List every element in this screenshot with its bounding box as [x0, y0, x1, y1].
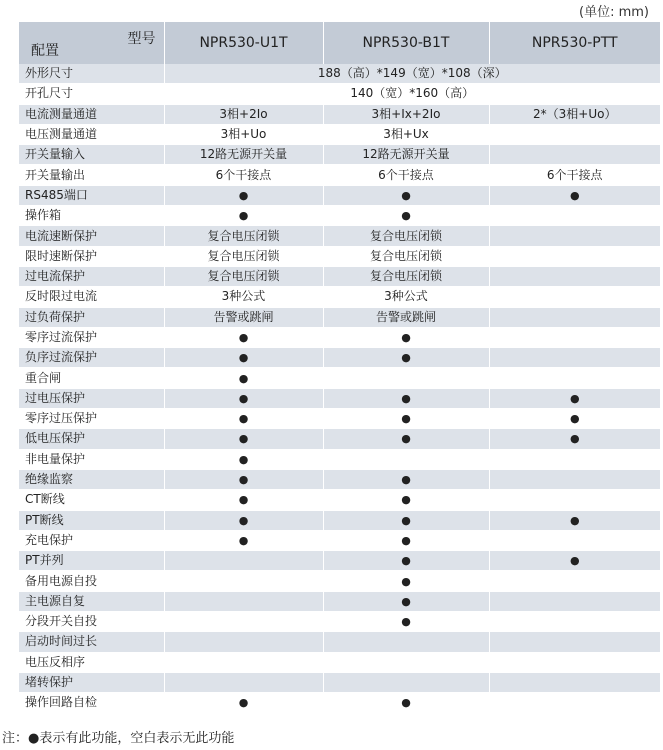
feature-dot: ● [164, 530, 323, 550]
row-label: 主电源自复 [19, 591, 164, 611]
table-row [19, 64, 660, 84]
value-cell: 3相+Ux [323, 124, 489, 144]
feature-dot: ● [323, 490, 489, 510]
feature-dot: ● [323, 409, 489, 429]
value-cell [164, 571, 323, 591]
feature-dot: ● [323, 348, 489, 368]
table-row [19, 266, 660, 286]
table-row [19, 591, 660, 611]
header-row [19, 22, 660, 64]
value-cell [489, 469, 660, 489]
value-cell [489, 145, 660, 165]
value-cell [489, 672, 660, 692]
row-label: 启动时间过长 [19, 632, 164, 652]
value-cell: 告警或跳闸 [164, 307, 323, 327]
value-cell [489, 612, 660, 632]
value-cell: 复合电压闭锁 [164, 266, 323, 286]
row-label: 非电量保护 [19, 449, 164, 469]
value-cell [489, 348, 660, 368]
table-row [19, 449, 660, 469]
row-label: 操作回路自检 [19, 693, 164, 713]
row-label: 电压反相序 [19, 652, 164, 672]
table-row [19, 672, 660, 692]
feature-dot: ● [489, 551, 660, 571]
row-label: 外形尺寸 [19, 64, 164, 84]
value-cell [489, 652, 660, 672]
value-cell: 3相+2Io [164, 104, 323, 124]
feature-dot: ● [164, 368, 323, 388]
row-label: 操作箱 [19, 206, 164, 226]
row-label: 绝缘监察 [19, 469, 164, 489]
value-cell: 12路无源开关量 [164, 145, 323, 165]
value-cell [164, 632, 323, 652]
table-row [19, 368, 660, 388]
row-label: 开关量输入 [19, 145, 164, 165]
value-cell [489, 307, 660, 327]
spanned-value-cell: 140（宽）*160（高） [164, 84, 660, 104]
value-cell [164, 672, 323, 692]
table-row [19, 530, 660, 550]
spanned-value-cell: 188（高）*149（宽）*108（深） [164, 64, 660, 84]
value-cell [489, 206, 660, 226]
feature-dot: ● [323, 591, 489, 611]
table-row [19, 490, 660, 510]
feature-dot: ● [323, 429, 489, 449]
value-cell: 3种公式 [323, 287, 489, 307]
value-cell: 复合电压闭锁 [323, 246, 489, 266]
table-row [19, 327, 660, 347]
feature-dot: ● [323, 206, 489, 226]
row-label: 零序过流保护 [19, 327, 164, 347]
value-cell: 复合电压闭锁 [323, 266, 489, 286]
row-label: 限时速断保护 [19, 246, 164, 266]
spec-table [19, 22, 660, 714]
row-label: CT断线 [19, 490, 164, 510]
value-cell [489, 287, 660, 307]
row-label: 分段开关自投 [19, 612, 164, 632]
feature-dot: ● [489, 185, 660, 205]
value-cell: 复合电压闭锁 [323, 226, 489, 246]
feature-dot: ● [323, 571, 489, 591]
feature-dot: ● [489, 388, 660, 408]
table-row [19, 145, 660, 165]
table-row [19, 388, 660, 408]
legend-note: 注：●表示有此功能，空白表示无此功能 [2, 731, 235, 746]
value-cell: 3相+Uo [164, 124, 323, 144]
table-row [19, 307, 660, 327]
feature-dot: ● [164, 510, 323, 530]
table-row [19, 104, 660, 124]
value-cell [489, 632, 660, 652]
table-row [19, 348, 660, 368]
row-label: 堵转保护 [19, 672, 164, 692]
row-label: 负序过流保护 [19, 348, 164, 368]
value-cell [489, 266, 660, 286]
row-label: 电压测量通道 [19, 124, 164, 144]
feature-dot: ● [489, 510, 660, 530]
row-label: 过电流保护 [19, 266, 164, 286]
value-cell [164, 591, 323, 611]
table-row [19, 409, 660, 429]
value-cell [489, 124, 660, 144]
value-cell: 3相+Ix+2Io [323, 104, 489, 124]
value-cell [323, 368, 489, 388]
table-row [19, 84, 660, 104]
feature-dot: ● [323, 327, 489, 347]
value-cell [489, 490, 660, 510]
value-cell: 2*（3相+Uo） [489, 104, 660, 124]
feature-dot: ● [164, 206, 323, 226]
feature-dot: ● [323, 469, 489, 489]
value-cell [489, 449, 660, 469]
value-cell [489, 226, 660, 246]
header-model-label: 型号 [127, 31, 156, 47]
value-cell [489, 368, 660, 388]
value-cell [164, 652, 323, 672]
feature-dot: ● [164, 327, 323, 347]
row-label: 电流测量通道 [19, 104, 164, 124]
value-cell: 3种公式 [164, 287, 323, 307]
feature-dot: ● [164, 449, 323, 469]
feature-dot: ● [489, 409, 660, 429]
row-label: 反时限过电流 [19, 287, 164, 307]
value-cell [489, 246, 660, 266]
row-label: 充电保护 [19, 530, 164, 550]
feature-dot: ● [164, 388, 323, 408]
table-row [19, 226, 660, 246]
table-row [19, 612, 660, 632]
value-cell [323, 449, 489, 469]
feature-dot: ● [164, 429, 323, 449]
value-cell [323, 652, 489, 672]
feature-dot: ● [164, 490, 323, 510]
value-cell [489, 327, 660, 347]
value-cell: 6个干接点 [323, 165, 489, 185]
value-cell: 12路无源开关量 [323, 145, 489, 165]
value-cell [489, 571, 660, 591]
table-row [19, 469, 660, 489]
feature-dot: ● [323, 551, 489, 571]
feature-dot: ● [323, 510, 489, 530]
feature-dot: ● [164, 693, 323, 713]
feature-dot: ● [164, 409, 323, 429]
value-cell: 6个干接点 [489, 165, 660, 185]
header-model-ptt: NPR530-PTT [489, 22, 660, 64]
row-label: 低电压保护 [19, 429, 164, 449]
table-row [19, 165, 660, 185]
row-label: 重合闸 [19, 368, 164, 388]
header-config-label: 配置 [31, 43, 59, 59]
feature-dot: ● [323, 185, 489, 205]
row-label: 开关量输出 [19, 165, 164, 185]
feature-dot: ● [164, 469, 323, 489]
value-cell [323, 672, 489, 692]
table-row [19, 571, 660, 591]
feature-dot: ● [323, 693, 489, 713]
row-label: 过电压保护 [19, 388, 164, 408]
header-corner-cell [19, 22, 164, 64]
table-row [19, 185, 660, 205]
feature-dot: ● [323, 612, 489, 632]
feature-dot: ● [164, 348, 323, 368]
value-cell: 复合电压闭锁 [164, 226, 323, 246]
row-label: RS485端口 [19, 185, 164, 205]
row-label: 备用电源自投 [19, 571, 164, 591]
table-row [19, 510, 660, 530]
table-row [19, 246, 660, 266]
row-label: 过负荷保护 [19, 307, 164, 327]
value-cell [323, 632, 489, 652]
row-label: PT并列 [19, 551, 164, 571]
value-cell [489, 591, 660, 611]
value-cell [164, 551, 323, 571]
value-cell [164, 612, 323, 632]
feature-dot: ● [164, 185, 323, 205]
feature-dot: ● [323, 530, 489, 550]
row-label: PT断线 [19, 510, 164, 530]
spec-table-body [19, 64, 660, 713]
unit-label: (单位: mm) [579, 5, 649, 20]
table-row [19, 206, 660, 226]
row-label: 开孔尺寸 [19, 84, 164, 104]
table-row [19, 652, 660, 672]
table-row [19, 429, 660, 449]
row-label: 零序过压保护 [19, 409, 164, 429]
table-row [19, 632, 660, 652]
feature-dot: ● [489, 429, 660, 449]
table-row [19, 287, 660, 307]
table-row [19, 693, 660, 713]
row-label: 电流速断保护 [19, 226, 164, 246]
feature-dot: ● [323, 388, 489, 408]
header-model-b1t: NPR530-B1T [323, 22, 489, 64]
value-cell [489, 693, 660, 713]
value-cell: 复合电压闭锁 [164, 246, 323, 266]
value-cell: 6个干接点 [164, 165, 323, 185]
table-row [19, 124, 660, 144]
header-model-u1t: NPR530-U1T [164, 22, 323, 64]
value-cell: 告警或跳闸 [323, 307, 489, 327]
value-cell [489, 530, 660, 550]
table-row [19, 551, 660, 571]
